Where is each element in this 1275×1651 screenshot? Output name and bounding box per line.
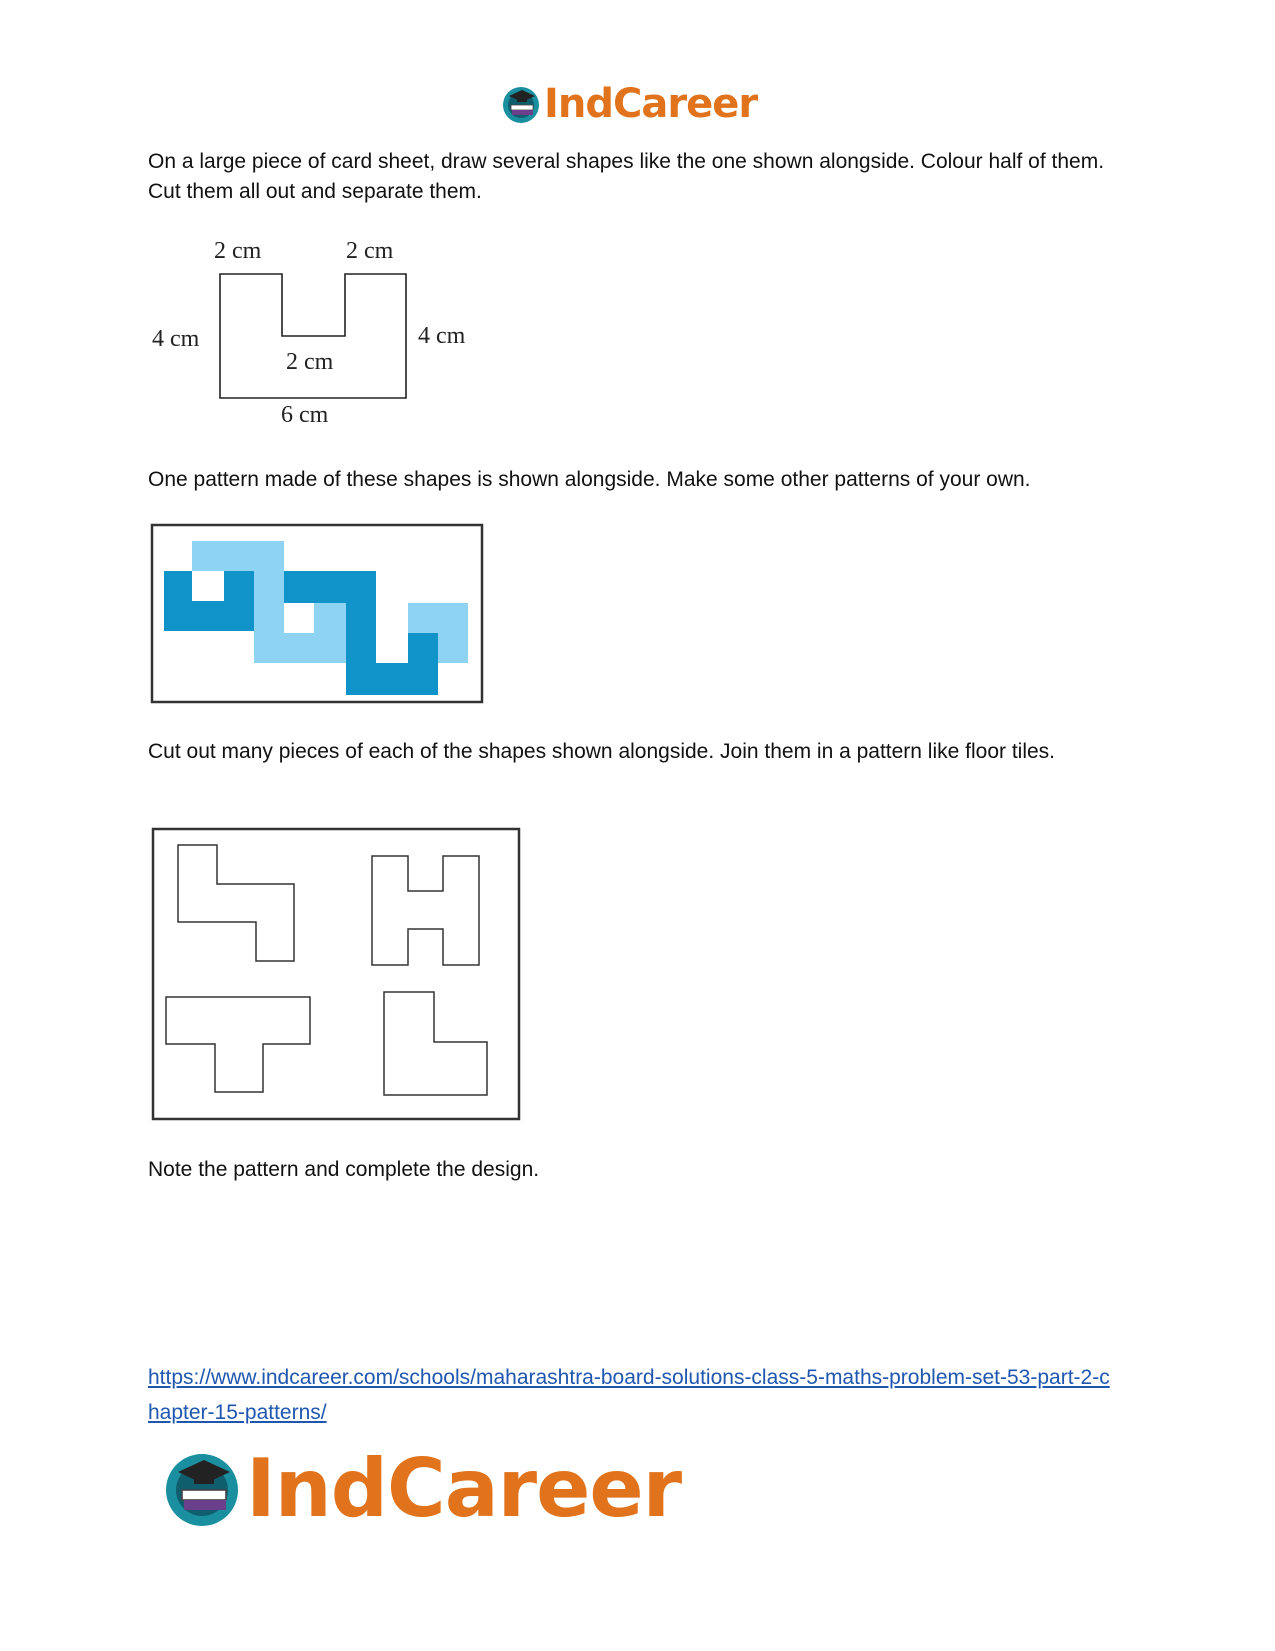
footer-logo (160, 1443, 681, 1533)
shapes-frame-figure (151, 827, 523, 1123)
label-right: 4 cm (418, 323, 466, 349)
label-inner: 2 cm (286, 349, 334, 375)
label-top-left: 2 cm (214, 238, 262, 264)
brand-wordmark: IndCareer (544, 81, 758, 127)
brand-wordmark-large: IndCareer (246, 1441, 682, 1535)
source-url-link[interactable]: https://www.indcareer.com/schools/maharashtra-board-solutions-class-5-maths-problem-set-53-part-2-chapter-15-patterns/ (148, 1366, 1110, 1424)
instruction-paragraph-1: On a large piece of card sheet, draw several shapes like the one shown alongside. Colour half of them. Cut them all out and separate them. (148, 150, 1105, 203)
instruction-paragraph-2: One pattern made of these shapes is shown alongside. Make some other patterns of your own. (148, 468, 1031, 491)
label-top-right: 2 cm (346, 238, 394, 264)
u-shape-figure (148, 232, 488, 437)
graduation-book-icon (500, 83, 542, 125)
label-bottom: 6 cm (281, 402, 329, 428)
shapes-frame (153, 829, 519, 1119)
graduation-book-icon (160, 1446, 244, 1530)
tile-pattern-figure (150, 523, 486, 707)
instruction-paragraph-3: Cut out many pieces of each of the shapes shown alongside. Join them in a pattern like floor tiles. (148, 740, 1056, 763)
label-left: 4 cm (152, 326, 200, 352)
instruction-paragraph-4: Note the pattern and complete the design. (148, 1158, 540, 1181)
u-shape-outline (220, 274, 406, 398)
header-logo (500, 80, 757, 128)
